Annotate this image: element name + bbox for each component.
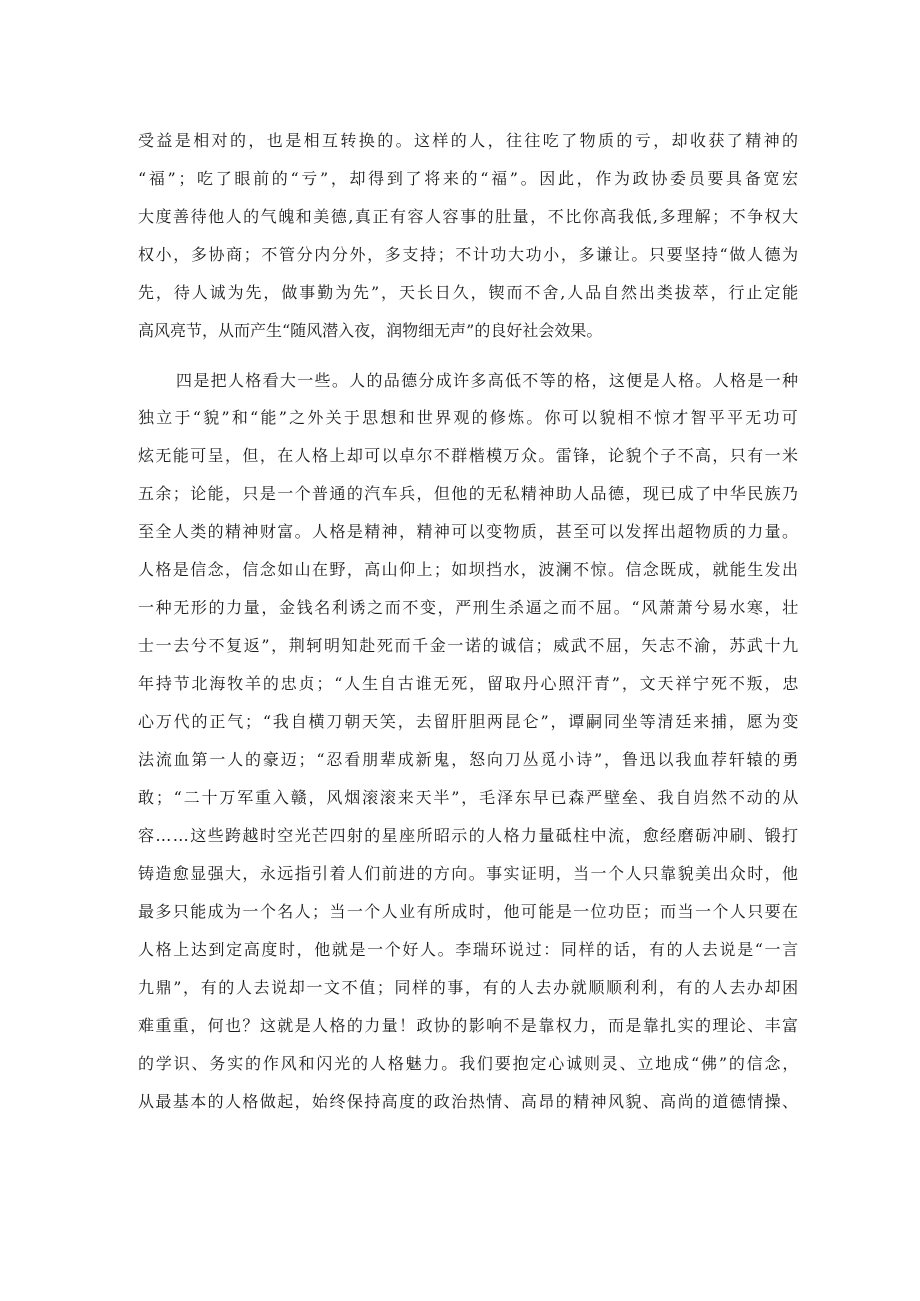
text-line: 独立于“貌”和“能”之外关于思想和世界观的修炼。你可以貌相不惊才智平平无功可 xyxy=(138,408,800,427)
text-line: 心万代的正气；“我自横刀朝天笑，去留肝胆两昆仑”，谭嗣同坐等清廷来捕，愿为变 xyxy=(138,712,801,731)
text-line: 先，待人诚为先，做事勤为先”，天长日久，锲而不舍,人品自然出类拔萃，行止定能 xyxy=(138,283,801,302)
text-line: 的学识、务实的作风和闪光的人格魅力。我们要抱定心诚则灵、立地成“佛”的信念， xyxy=(138,1054,801,1073)
text-line: 最多只能成为一个名人；当一个人业有所成时，他可能是一位功臣；而当一个人只要在 xyxy=(138,902,800,921)
text-line: “福”；吃了眼前的“亏”，却得到了将来的“福”。因此，作为政协委员要具备宽宏 xyxy=(138,169,801,188)
text-line: 难重重，何也？这就是人格的力量！政协的影响不是靠权力，而是靠扎实的理论、丰富 xyxy=(138,1016,800,1035)
text-line: 年持节北海牧羊的忠贞；“人生自古谁无死，留取丹心照汗青”，文天祥宁死不叛，忠 xyxy=(138,674,801,693)
text-line: 人格上达到定高度时，他就是一个好人。李瑞环说过：同样的话，有的人去说是“一言 xyxy=(138,940,800,959)
text-line: 容……这些跨越时空光芒四射的星座所昭示的人格力量砥柱中流，愈经磨砺冲刷、锻打 xyxy=(138,826,800,845)
text-line: 士一去兮不复返”，荆轲明知赴死而千金一诺的诚信；威武不屈，矢志不渝，苏武十九 xyxy=(138,636,800,655)
document-page xyxy=(138,0,801,1301)
text-line: 炫无能可呈，但，在人格上却可以卓尔不群楷模万众。雷锋，论貌个子不高，只有一米 xyxy=(138,446,800,465)
text-line: 受益是相对的，也是相互转换的。这样的人，往往吃了物质的亏，却收获了精神的 xyxy=(138,131,801,150)
text-line: 五余；论能，只是一个普通的汽车兵，但他的无私精神助人品德，现已成了中华民族乃 xyxy=(138,484,800,503)
text-line: 九鼎”，有的人去说却一文不值；同样的事，有的人去办就顺顺利利，有的人去办却困 xyxy=(138,978,800,997)
text-line: 一种无形的力量，金钱名利诱之而不变，严刑生杀逼之而不屈。“风萧萧兮易水寒，壮 xyxy=(138,598,800,617)
text-line: 大度善待他人的气魄和美德,真正有容人容事的肚量，不比你高我低,多理解；不争权大 xyxy=(138,207,800,226)
text-line: 法流血第一人的豪迈；“忍看朋辈成新鬼，怒向刀丛觅小诗”，鲁迅以我血荐轩辕的勇 xyxy=(138,750,801,769)
paragraph-first-line: 四是把人格看大一些。人的品德分成许多高低不等的格，这便是人格。人格是一种 xyxy=(176,371,800,390)
text-line: 敢；“二十万军重入赣，风烟滚滚来天半”，毛泽东早已森严壁垒、我自岿然不动的从 xyxy=(138,788,801,807)
text-line: 高风亮节，从而产生“随风潜入夜，润物细无声”的良好社会效果。 xyxy=(138,321,603,340)
text-line: 至全人类的精神财富。人格是精神，精神可以变物质，甚至可以发挥出超物质的力量。 xyxy=(138,522,800,541)
text-line: 权小，多协商；不管分内分外，多支持；不计功大功小，多谦让。只要坚持“做人德为 xyxy=(138,245,800,264)
text-line: 人格是信念，信念如山在野，高山仰上；如坝挡水，波澜不惊。信念既成，就能生发出 xyxy=(138,560,800,579)
text-line: 铸造愈显强大，永远指引着人们前进的方向。事实证明，当一个人只靠貌美出众时，他 xyxy=(138,864,800,883)
text-line: 从最基本的人格做起，始终保持高度的政治热情、高昂的精神风貌、高尚的道德情操、 xyxy=(138,1092,800,1111)
